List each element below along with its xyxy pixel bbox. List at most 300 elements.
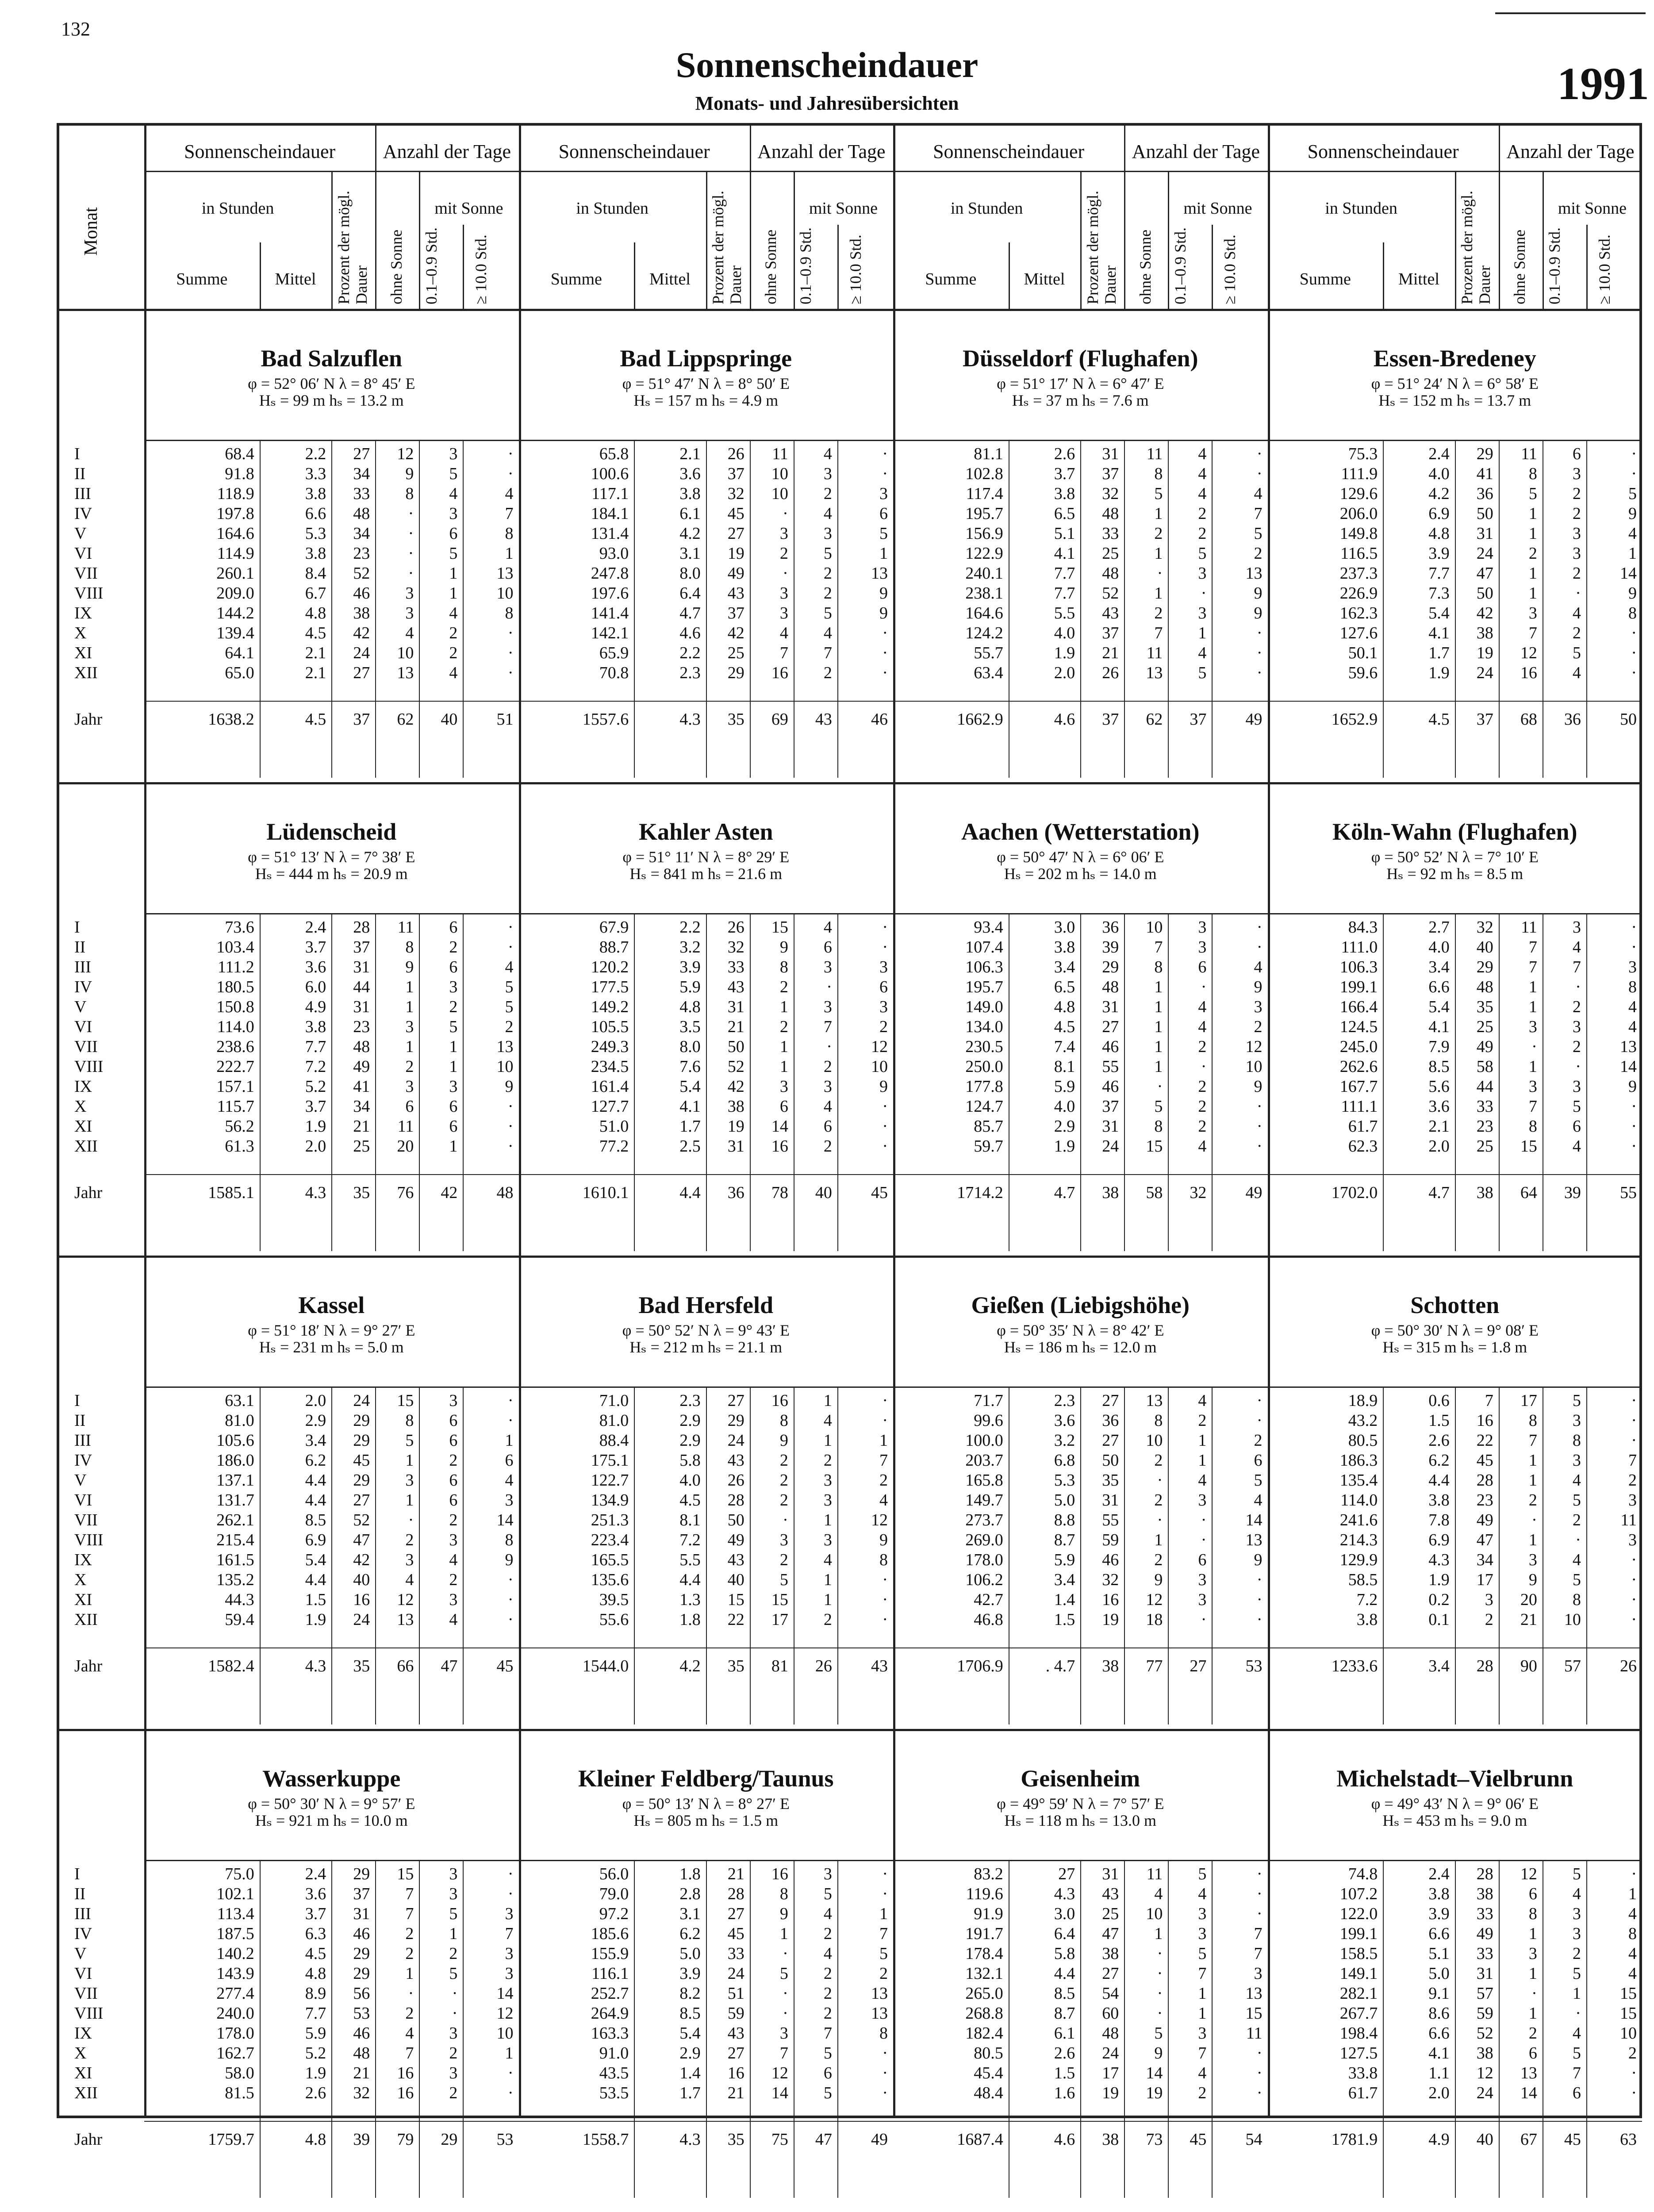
- cell-value: 52: [353, 1511, 370, 1529]
- cell-value: 85.7: [974, 1117, 1003, 1136]
- cell-value: 4: [823, 1905, 832, 1923]
- cell-value: 46: [353, 584, 370, 603]
- cell-value: 5: [449, 1964, 458, 1983]
- cell-value: 2: [1198, 1077, 1207, 1096]
- year-total-label: Jahr: [74, 1657, 103, 1675]
- station-coords: φ = 50° 52′ N λ = 9° 43′ E: [622, 1321, 790, 1339]
- cell-value: 31: [727, 998, 744, 1016]
- header-rule: [1495, 12, 1646, 14]
- year-total-value: 1706.9: [957, 1657, 1003, 1675]
- cell-value: 34: [353, 1097, 370, 1116]
- cell-value: 5: [779, 1571, 788, 1589]
- cell-value: 2: [449, 1451, 458, 1470]
- year-total-value: 1702.0: [1331, 1183, 1378, 1202]
- cell-value: 51.0: [599, 1117, 629, 1136]
- cell-value: 3.0: [1054, 918, 1075, 937]
- cell-value: 7: [879, 1924, 888, 1943]
- cell-value: 31: [1102, 1865, 1119, 1883]
- cell-value: 142.1: [591, 624, 629, 642]
- cell-value: ·: [1157, 1077, 1163, 1096]
- cell-value: 25: [1102, 544, 1119, 563]
- cell-value: ·: [1201, 1511, 1207, 1529]
- cell-value: 12: [397, 1590, 414, 1609]
- cell-value: 2: [449, 938, 458, 956]
- month-label: V: [74, 998, 87, 1016]
- station-heights: Hₛ = 841 m hₛ = 21.6 m: [629, 865, 783, 883]
- cell-value: 131.7: [216, 1491, 254, 1509]
- year-total-value: 4.7: [1054, 1183, 1075, 1202]
- cell-value: 8: [1528, 1117, 1537, 1136]
- cell-value: ·: [507, 1097, 514, 1116]
- cell-value: 4.0: [679, 1471, 701, 1490]
- cell-value: 13: [496, 1037, 514, 1056]
- cell-value: 46: [1102, 1077, 1119, 1096]
- cell-value: 7: [1154, 624, 1163, 642]
- cell-value: 4: [1198, 1471, 1207, 1490]
- year-total-value: 48: [496, 1183, 514, 1202]
- cell-value: 4.0: [1054, 624, 1075, 642]
- cell-value: 3: [823, 1865, 832, 1883]
- cell-value: 7: [1198, 2044, 1207, 2062]
- cell-value: 1: [405, 1451, 414, 1470]
- cell-value: 39.5: [599, 1590, 629, 1609]
- grid-line: [331, 171, 333, 309]
- cell-value: 3: [505, 1944, 514, 1963]
- cell-value: 167.7: [1339, 1077, 1378, 1096]
- cell-value: 65.0: [225, 664, 254, 682]
- cell-value: 36: [1476, 484, 1493, 503]
- cell-value: 2.9: [1054, 1117, 1075, 1136]
- cell-value: 2: [1254, 1018, 1263, 1036]
- cell-value: 15: [1619, 1984, 1637, 2003]
- cell-value: 2: [449, 624, 458, 642]
- cell-value: 132.1: [965, 1964, 1003, 1983]
- station-heights: Hₛ = 37 m hₛ = 7.6 m: [1012, 392, 1149, 409]
- cell-value: 2: [1572, 1944, 1581, 1963]
- cell-value: ·: [882, 1610, 888, 1629]
- station-heights: Hₛ = 921 m hₛ = 10.0 m: [255, 1812, 408, 1829]
- cell-value: ·: [1575, 584, 1581, 603]
- cell-value: 54: [1102, 1984, 1119, 2003]
- year-total-value: 50: [1619, 710, 1637, 729]
- cell-value: 10: [1146, 1905, 1163, 1923]
- cell-value: 5: [823, 2084, 832, 2102]
- cell-value: 11: [1246, 2024, 1263, 2043]
- cell-value: 23: [1476, 1117, 1493, 1136]
- year-total-value: 75: [771, 2130, 788, 2149]
- year-total-value: 67: [1520, 2130, 1537, 2149]
- cell-value: 2.6: [1428, 1431, 1450, 1450]
- cell-value: 6: [449, 1471, 458, 1490]
- cell-value: 3: [779, 584, 788, 603]
- cell-value: 46: [353, 1924, 370, 1943]
- days-count-header: Anzahl der Tage: [1132, 141, 1260, 162]
- cell-value: 5: [823, 2044, 832, 2062]
- cell-value: ·: [1256, 2044, 1263, 2062]
- cell-value: ·: [1631, 1097, 1637, 1116]
- cell-value: 5.4: [1428, 604, 1450, 622]
- cell-value: 12: [1520, 644, 1537, 662]
- month-label: VIII: [74, 1531, 104, 1549]
- cell-value: 37: [353, 938, 370, 956]
- cell-value: 3: [1628, 1491, 1637, 1509]
- year-total-value: 69: [771, 710, 788, 729]
- cell-value: 2: [1198, 2084, 1207, 2102]
- cell-value: 10: [871, 1057, 888, 1076]
- cell-value: 8.0: [679, 1037, 701, 1056]
- cell-value: 237.3: [1339, 564, 1378, 583]
- cell-value: 3.1: [679, 1905, 701, 1923]
- cell-value: 14: [1619, 564, 1637, 583]
- cell-value: 3: [779, 604, 788, 622]
- cell-value: 3: [823, 1491, 832, 1509]
- year-total-value: 29: [441, 2130, 458, 2149]
- cell-value: 16: [1102, 1590, 1119, 1609]
- cell-value: 33.8: [1348, 2064, 1378, 2082]
- cell-value: 4.7: [679, 604, 701, 622]
- cell-value: 1: [405, 1964, 414, 1983]
- cell-value: ·: [1256, 2084, 1263, 2102]
- cell-value: 2: [405, 1944, 414, 1963]
- cell-value: 77.2: [599, 1137, 629, 1156]
- cell-value: 3: [1198, 1905, 1207, 1923]
- cell-value: 2.9: [305, 1411, 326, 1430]
- cell-value: 3: [1572, 465, 1581, 483]
- cell-value: 105.6: [216, 1431, 254, 1450]
- cell-value: 5.4: [679, 1077, 701, 1096]
- cell-value: 197.6: [591, 584, 629, 603]
- year-total-value: 49: [1245, 710, 1263, 729]
- cell-value: 29: [353, 1431, 370, 1450]
- cell-value: ·: [1201, 1531, 1207, 1549]
- range2-header: ≥ 10.0 Std.: [472, 234, 490, 304]
- year-total-value: 1781.9: [1331, 2130, 1378, 2149]
- cell-value: 184.1: [591, 504, 629, 523]
- cell-value: 6: [449, 958, 458, 976]
- station-name: Köln-Wahn (Flughafen): [1332, 818, 1577, 845]
- cell-value: 8.7: [1054, 1531, 1075, 1549]
- cell-value: 26: [727, 1471, 744, 1490]
- month-label: II: [74, 465, 86, 483]
- cell-value: 2: [779, 1491, 788, 1509]
- cell-value: 3: [1628, 958, 1637, 976]
- cell-value: 7: [1528, 1097, 1537, 1116]
- cell-value: 1.9: [1054, 1137, 1075, 1156]
- cell-value: 3: [1198, 564, 1207, 583]
- cell-value: 16: [397, 2064, 414, 2082]
- cell-value: 4.4: [679, 1571, 701, 1589]
- cell-value: 111.0: [1341, 938, 1378, 956]
- year-total-label: Jahr: [74, 2130, 103, 2149]
- cell-value: 115.7: [217, 1097, 254, 1116]
- cell-value: 1.6: [1054, 2084, 1075, 2102]
- cell-value: 12: [1520, 1865, 1537, 1883]
- cell-value: 6.7: [305, 584, 326, 603]
- cell-value: 48: [1102, 2024, 1119, 2043]
- cell-value: 3.8: [305, 1018, 326, 1036]
- cell-value: 2: [823, 584, 832, 603]
- station-name: Aachen (Wetterstation): [961, 818, 1200, 845]
- cell-value: 50: [727, 1511, 744, 1529]
- cell-value: ·: [783, 1984, 788, 2003]
- cell-value: 3.9: [679, 958, 701, 976]
- month-label: V: [74, 524, 87, 543]
- cell-value: 5: [1198, 664, 1207, 682]
- cell-value: 107.4: [965, 938, 1003, 956]
- cell-value: ·: [882, 938, 888, 956]
- cell-value: 5: [1254, 1471, 1263, 1490]
- cell-value: 3: [1572, 1451, 1581, 1470]
- no-sun-header: ohne Sonne: [1136, 230, 1154, 304]
- station-coords: φ = 49° 59′ N λ = 7° 57′ E: [997, 1795, 1164, 1813]
- cell-value: 1.1: [1428, 2064, 1450, 2082]
- cell-value: ·: [1256, 445, 1263, 463]
- cell-value: 3.4: [305, 1431, 326, 1450]
- cell-value: 19: [727, 544, 744, 563]
- cell-value: 27: [1102, 1018, 1119, 1036]
- cell-value: 2: [449, 644, 458, 662]
- cell-value: 150.8: [216, 998, 254, 1016]
- cell-value: 3.9: [679, 1964, 701, 1983]
- cell-value: 11: [1521, 445, 1537, 463]
- cell-value: 27: [1102, 1964, 1119, 1983]
- cell-value: 273.7: [965, 1511, 1003, 1529]
- cell-value: 16: [771, 1391, 788, 1410]
- cell-value: 1: [823, 1590, 832, 1609]
- year-total-value: 49: [1245, 1183, 1263, 1202]
- cell-value: 8: [1154, 1411, 1163, 1430]
- cell-value: 3: [505, 1491, 514, 1509]
- month-label: XII: [74, 664, 98, 682]
- cell-value: 2.4: [305, 1865, 326, 1883]
- cell-value: 5: [505, 978, 514, 996]
- cell-value: 100.6: [591, 465, 629, 483]
- cell-value: 5: [1154, 1097, 1163, 1116]
- cell-value: 3: [449, 1077, 458, 1096]
- cell-value: 1: [779, 1924, 788, 1943]
- cell-value: ·: [1157, 1511, 1163, 1529]
- cell-value: 2.1: [305, 644, 326, 662]
- cell-value: 149.8: [1339, 524, 1378, 543]
- cell-value: 17: [1102, 2064, 1119, 2082]
- cell-value: 2: [1528, 1491, 1537, 1509]
- cell-value: 245.0: [1339, 1037, 1378, 1056]
- cell-value: 25: [727, 644, 744, 662]
- month-label: III: [74, 958, 91, 976]
- cell-value: 8: [1628, 604, 1637, 622]
- cell-value: 2: [1528, 2024, 1537, 2043]
- cell-value: 6.2: [305, 1451, 326, 1470]
- mean-header: Mittel: [275, 270, 316, 288]
- cell-value: 40: [353, 1571, 370, 1589]
- cell-value: ·: [408, 544, 414, 563]
- cell-value: 19: [1476, 644, 1493, 662]
- cell-value: 4: [1572, 938, 1581, 956]
- cell-value: 120.2: [591, 958, 629, 976]
- year-total-value: 47: [815, 2130, 832, 2149]
- cell-value: 249.3: [591, 1037, 629, 1056]
- cell-value: 1: [505, 1431, 514, 1450]
- cell-value: 2: [823, 664, 832, 682]
- cell-value: 161.5: [216, 1551, 254, 1569]
- cell-value: 24: [1476, 2084, 1493, 2102]
- cell-value: 32: [727, 484, 744, 503]
- cell-value: 6: [1528, 2044, 1537, 2062]
- cell-value: 15: [1245, 2004, 1263, 2023]
- cell-value: 1.7: [1428, 644, 1450, 662]
- cell-value: 3: [449, 504, 458, 523]
- year-total-value: 4.9: [1428, 2130, 1450, 2149]
- cell-value: 2: [1198, 1037, 1207, 1056]
- cell-value: 199.1: [1339, 978, 1378, 996]
- cell-value: 43: [727, 2024, 744, 2043]
- cell-value: 3: [1528, 604, 1537, 622]
- cell-value: 8: [1628, 1924, 1637, 1943]
- with-sun-header: mit Sonne: [434, 199, 503, 218]
- cell-value: 8: [1154, 465, 1163, 483]
- cell-value: 5: [1572, 2044, 1581, 2062]
- cell-value: 3: [823, 958, 832, 976]
- cell-value: 47: [1102, 1924, 1119, 1943]
- station-coords: φ = 51° 17′ N λ = 6° 47′ E: [997, 375, 1164, 392]
- month-label: III: [74, 1905, 91, 1923]
- cell-value: 118.9: [217, 484, 254, 503]
- year-total-value: 1558.7: [582, 2130, 629, 2149]
- cell-value: ·: [1256, 1391, 1263, 1410]
- cell-value: 9: [779, 1905, 788, 1923]
- cell-value: ·: [882, 664, 888, 682]
- cell-value: 1.9: [305, 1610, 326, 1629]
- cell-value: 1: [779, 1037, 788, 1056]
- year-total-value: 4.5: [1428, 710, 1450, 729]
- cell-value: 29: [1476, 445, 1493, 463]
- cell-value: 55.6: [599, 1610, 629, 1629]
- cell-value: 215.4: [216, 1531, 254, 1549]
- cell-value: 3: [1198, 1491, 1207, 1509]
- cell-value: 2: [1154, 524, 1163, 543]
- cell-value: 25: [1476, 1137, 1493, 1156]
- cell-value: 5: [449, 544, 458, 563]
- year-total-value: 1582.4: [208, 1657, 254, 1675]
- station-heights: Hₛ = 99 m hₛ = 13.2 m: [259, 392, 404, 409]
- year-total-value: 37: [1190, 710, 1207, 729]
- cell-value: ·: [507, 1391, 514, 1410]
- month-label: IV: [74, 978, 92, 996]
- month-label: X: [74, 1097, 87, 1116]
- cell-value: ·: [1631, 918, 1637, 937]
- cell-value: 21: [1102, 644, 1119, 662]
- cell-value: 6: [1572, 1117, 1581, 1136]
- month-label: X: [74, 2044, 87, 2062]
- cell-value: 7.2: [1356, 1590, 1378, 1609]
- cell-value: 17: [1476, 1571, 1493, 1589]
- cell-value: 3: [1528, 1944, 1537, 1963]
- cell-value: 187.5: [216, 1924, 254, 1943]
- mean-header: Mittel: [1024, 270, 1065, 288]
- cell-value: 14: [1146, 2064, 1163, 2082]
- cell-value: 1.9: [1428, 1571, 1450, 1589]
- cell-value: 2: [449, 2044, 458, 2062]
- cell-value: 8: [405, 484, 414, 503]
- cell-value: 9: [505, 1077, 514, 1096]
- cell-value: 4: [405, 2024, 414, 2043]
- year-total-value: 1662.9: [957, 710, 1003, 729]
- cell-value: ·: [1631, 1571, 1637, 1589]
- cell-value: 3.8: [1054, 938, 1075, 956]
- year-total-label: Jahr: [74, 1183, 103, 1202]
- cell-value: 2: [1628, 2044, 1637, 2062]
- cell-value: 5.6: [1428, 1077, 1450, 1096]
- cell-value: 4: [1198, 644, 1207, 662]
- cell-value: 7.7: [1428, 564, 1450, 583]
- month-label: III: [74, 1431, 91, 1450]
- cell-value: 9: [879, 1077, 888, 1096]
- cell-value: 42: [727, 624, 744, 642]
- cell-value: 4: [823, 918, 832, 937]
- cell-value: 16: [353, 1590, 370, 1609]
- cell-value: 27: [1102, 1431, 1119, 1450]
- cell-value: 164.6: [965, 604, 1003, 622]
- year-total-value: . 4.7: [1045, 1657, 1075, 1675]
- year-total-value: 38: [1102, 1183, 1119, 1202]
- cell-value: 52: [1102, 584, 1119, 603]
- cell-value: 1: [779, 1057, 788, 1076]
- cell-value: 129.6: [1339, 484, 1378, 503]
- station-name: Düsseldorf (Flughafen): [962, 345, 1198, 372]
- cell-value: ·: [1631, 938, 1637, 956]
- cell-value: 116.5: [1340, 544, 1378, 563]
- station-coords: φ = 50° 47′ N λ = 6° 06′ E: [997, 848, 1164, 866]
- cell-value: 3.1: [679, 544, 701, 563]
- cell-value: 27: [727, 1905, 744, 1923]
- cell-value: ·: [1631, 2064, 1637, 2082]
- cell-value: 3.5: [679, 1018, 701, 1036]
- cell-value: 44.3: [225, 1590, 254, 1609]
- percent-header: Prozent der mögl. Dauer: [1083, 191, 1119, 304]
- cell-value: 8.0: [679, 564, 701, 583]
- year-total-value: 40: [441, 710, 458, 729]
- cell-value: 50: [1476, 504, 1493, 523]
- cell-value: ·: [507, 1885, 514, 1903]
- cell-value: 5.0: [1054, 1491, 1075, 1509]
- cell-value: 4: [1198, 1137, 1207, 1156]
- cell-value: 5: [1572, 1964, 1581, 1983]
- cell-value: 5.8: [1054, 1944, 1075, 1963]
- station-name: Wasserkuppe: [262, 1765, 401, 1792]
- cell-value: ·: [1631, 1431, 1637, 1450]
- cell-value: 38: [1102, 1944, 1119, 1963]
- cell-value: 124.2: [965, 624, 1003, 642]
- cell-value: 52: [1476, 2024, 1493, 2043]
- cell-value: 262.6: [1339, 1057, 1378, 1076]
- cell-value: 51: [727, 1984, 744, 2003]
- cell-value: 1: [879, 1905, 888, 1923]
- cell-value: 5: [779, 1964, 788, 1983]
- cell-value: ·: [882, 1411, 888, 1430]
- cell-value: 8: [779, 1411, 788, 1430]
- cell-value: ·: [1256, 1571, 1263, 1589]
- cell-value: ·: [507, 1411, 514, 1430]
- cell-value: 7: [779, 2044, 788, 2062]
- cell-value: 59: [1102, 1531, 1119, 1549]
- cell-value: 1: [823, 1391, 832, 1410]
- cell-value: 6: [1254, 1451, 1263, 1470]
- cell-value: 80.5: [1348, 1431, 1378, 1450]
- cell-value: 97.2: [599, 1905, 629, 1923]
- cell-value: 6.2: [1428, 1451, 1450, 1470]
- cell-value: 234.5: [591, 1057, 629, 1076]
- cell-value: 6.4: [1054, 1924, 1075, 1943]
